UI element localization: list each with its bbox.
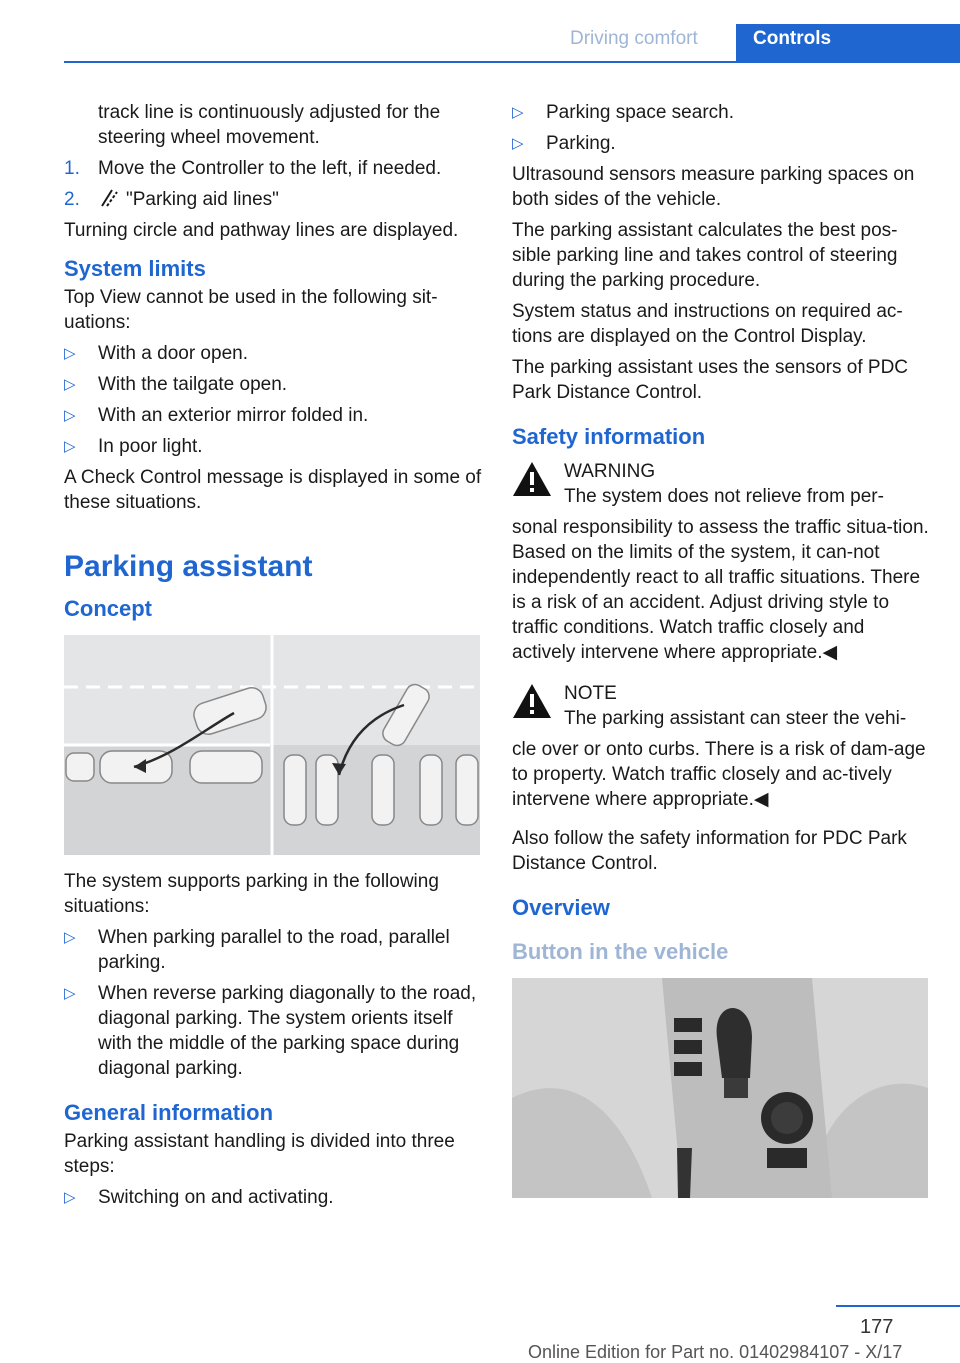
handling-step-item [512, 100, 930, 125]
step-text: Move the Controller to the left, if needed. [98, 158, 442, 179]
body-paragraph: The parking assistant uses the sensors of PDC Park Distance Control. [512, 357, 909, 403]
limit-item [64, 372, 482, 397]
warning-block [512, 459, 930, 509]
parking-lines-icon [98, 188, 120, 208]
system-limits-heading: System limits [64, 256, 206, 281]
continued-text: track line is continuously adjusted for the steering wheel movement. [98, 102, 441, 148]
step-text: "Parking aid lines" [126, 189, 279, 210]
limit-text: With an exterior mirror folded in. [98, 405, 369, 426]
handling-step-text: Switching on and activating. [98, 1187, 334, 1208]
triangle-bullet-icon: ▷ [64, 376, 76, 393]
step-number: 2. [64, 189, 80, 210]
limit-text: With a door open. [98, 343, 248, 364]
handling-step-item [64, 1185, 482, 1210]
note-lead: The parking assistant can steer the vehi‐ [564, 708, 907, 729]
triangle-bullet-icon: ▷ [64, 345, 76, 362]
parking-diagram-image [64, 635, 480, 855]
triangle-bullet-icon: ▷ [64, 407, 76, 424]
header-chapter-tab [736, 24, 960, 62]
triangle-bullet-icon: ▷ [64, 1189, 76, 1206]
safety-information-heading: Safety information [512, 424, 706, 449]
limit-item [64, 403, 482, 428]
page-number: 177 [860, 1316, 894, 1338]
limit-text: In poor light. [98, 436, 203, 457]
triangle-bullet-icon: ▷ [64, 985, 76, 1002]
overview-heading: Overview [512, 895, 610, 920]
triangle-bullet-icon: ▷ [64, 438, 76, 455]
note-title: NOTE [564, 683, 617, 704]
console-button-image [512, 978, 928, 1198]
limit-item [64, 341, 482, 366]
warning-triangle-icon [512, 683, 552, 719]
limit-text: With the tailgate open. [98, 374, 288, 395]
step-item [64, 187, 482, 212]
limit-item [64, 434, 482, 459]
handling-step-text: Parking. [546, 133, 616, 154]
header-divider [64, 61, 960, 63]
turning-text: Turning circle and pathway lines are displayed. [64, 220, 459, 241]
page-header [0, 0, 960, 62]
header-chapter-label: Controls [753, 28, 832, 49]
note-text: cle over or onto curbs. There is a risk of dam‐age to property. Watch traffic closely and ac‐tively intervene where appropriate.◀ [512, 739, 926, 810]
situation-text: When reverse parking diagonally to the road, diagonal parking. The system orients itself with the middle of the parking space during diagonal parking. [98, 983, 477, 1079]
triangle-bullet-icon: ▷ [512, 104, 524, 121]
concept-heading: Concept [64, 596, 152, 621]
warning-text: sonal responsibility to assess the traffic situa‐tion. Based on the limits of the system, it can‐not independently react to all traffic situations. There is a risk of an accident. Adjust driving style to traffic conditions. Watch traffic closely and actively intervene where appropriate.◀ [512, 517, 929, 663]
right-column [512, 100, 930, 1212]
system-limits-intro: Top View cannot be used in the following sit‐uations: [64, 287, 438, 333]
note-block [512, 681, 930, 731]
edition-footer: Online Edition for Part no. 01402984107 - X/17 [528, 1342, 903, 1362]
also-follow-text: Also follow the safety information for PDC Park Distance Control. [512, 828, 907, 874]
parking-assistant-heading: Parking assistant [64, 550, 313, 583]
handling-step-text: Parking space search. [546, 102, 734, 123]
body-paragraph: System status and instructions on required ac‐tions are displayed on the Control Display. [512, 301, 903, 347]
check-control-note: A Check Control message is displayed in some of these situations. [64, 467, 482, 513]
triangle-bullet-icon: ▷ [512, 135, 524, 152]
button-in-vehicle-subheading: Button in the vehicle [512, 939, 729, 964]
body-paragraph: The parking assistant calculates the best pos‐sible parking line and takes control of steering during the parking procedure. [512, 220, 898, 291]
warning-lead: The system does not relieve from per‐ [564, 486, 884, 507]
situation-item [64, 981, 482, 1081]
warning-triangle-icon [512, 461, 552, 497]
situation-text: When parking parallel to the road, parallel parking. [98, 927, 450, 973]
left-column [64, 100, 482, 1216]
general-information-text: Parking assistant handling is divided into three steps: [64, 1131, 455, 1177]
situation-item [64, 925, 482, 975]
header-section-label: Driving comfort [570, 28, 698, 49]
triangle-bullet-icon: ▷ [64, 929, 76, 946]
body-paragraph: Ultrasound sensors measure parking spaces on both sides of the vehicle. [512, 164, 915, 210]
warning-title: WARNING [564, 461, 656, 482]
footer-divider [836, 1305, 960, 1307]
step-number: 1. [64, 158, 80, 179]
supports-text: The system supports parking in the following situations: [64, 871, 439, 917]
general-information-heading: General information [64, 1100, 274, 1125]
handling-step-item [512, 131, 930, 156]
step-item [64, 156, 482, 181]
